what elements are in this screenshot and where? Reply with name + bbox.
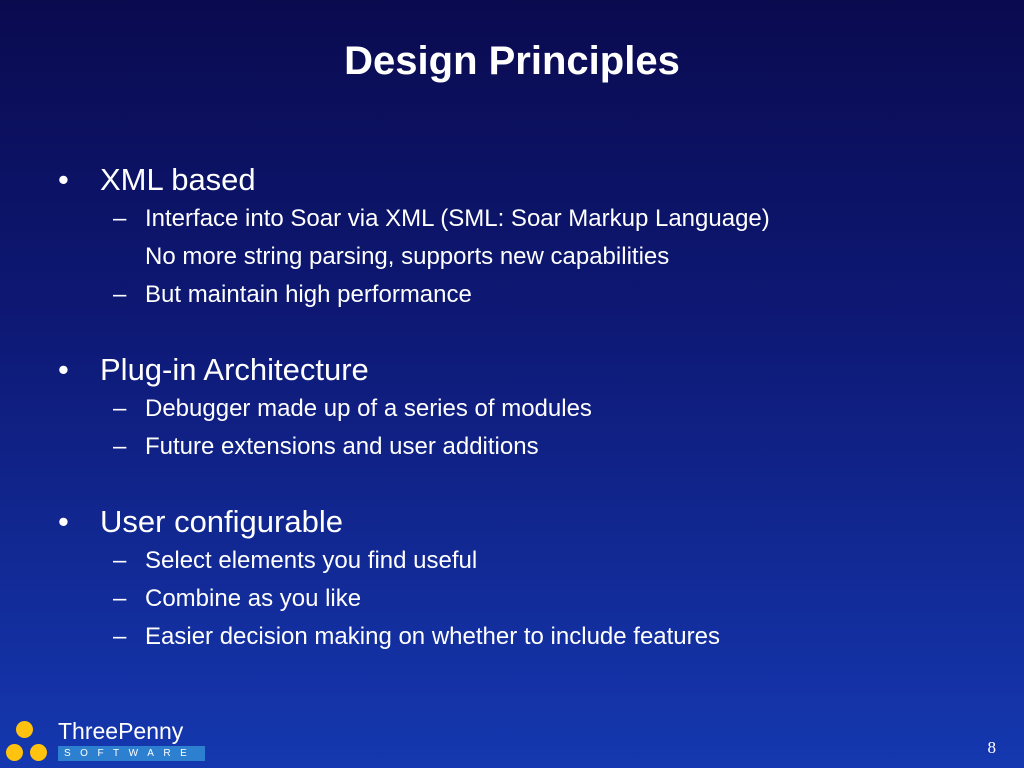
sub-bullet-text: Combine as you like <box>145 585 362 612</box>
dash-icon: – <box>113 395 127 422</box>
bullet-group-config <box>58 502 998 656</box>
sub-bullet <box>58 542 998 580</box>
sub-bullet-text: Interface into Soar via XML (SML: Soar Markup Language) <box>145 205 770 232</box>
bullet-icon: • <box>58 504 69 539</box>
logo-name: ThreePenny <box>58 718 184 744</box>
bullet-heading-text: XML based <box>100 162 256 197</box>
bullet-group-xml <box>58 160 998 314</box>
logo-tagline: SOFTWARE <box>58 746 205 761</box>
logo-dot-icon <box>6 744 23 761</box>
sub-bullet <box>58 618 998 656</box>
bullet-group-plugin <box>58 350 998 466</box>
dash-icon: – <box>113 281 127 308</box>
sub-bullet-text: Easier decision making on whether to include features <box>145 623 720 650</box>
dash-icon: – <box>113 433 127 460</box>
dash-icon: – <box>113 623 127 650</box>
bullet-heading-text: User configurable <box>100 504 343 539</box>
slide-title: Design Principles <box>344 39 680 83</box>
sub-bullet <box>58 200 998 238</box>
sub-bullet <box>58 276 998 314</box>
page-number: 8 <box>987 738 996 757</box>
sub-bullet-text: Select elements you find useful <box>145 547 478 574</box>
sub-bullet-continuation <box>58 238 998 276</box>
bullet-heading-text: Plug-in Architecture <box>100 352 369 387</box>
sub-bullet-text: Debugger made up of a series of modules <box>145 395 592 422</box>
dash-icon: – <box>113 547 127 574</box>
sub-bullet <box>58 428 998 466</box>
bullet-heading <box>58 160 998 200</box>
dash-icon: – <box>113 205 127 232</box>
sub-bullet <box>58 390 998 428</box>
logo-dot-icon <box>16 721 33 738</box>
slide-content <box>58 160 998 656</box>
bullet-heading <box>58 502 998 542</box>
bullet-heading <box>58 350 998 390</box>
sub-bullet-text: Future extensions and user additions <box>145 433 539 460</box>
bullet-icon: • <box>58 162 69 197</box>
sub-bullet-text: No more string parsing, supports new capabilities <box>145 243 670 270</box>
bullet-icon: • <box>58 352 69 387</box>
dash-icon: – <box>113 585 127 612</box>
logo-dot-icon <box>30 744 47 761</box>
threepenny-logo <box>6 718 206 764</box>
sub-bullet <box>58 580 998 618</box>
sub-bullet-text: But maintain high performance <box>145 281 472 308</box>
